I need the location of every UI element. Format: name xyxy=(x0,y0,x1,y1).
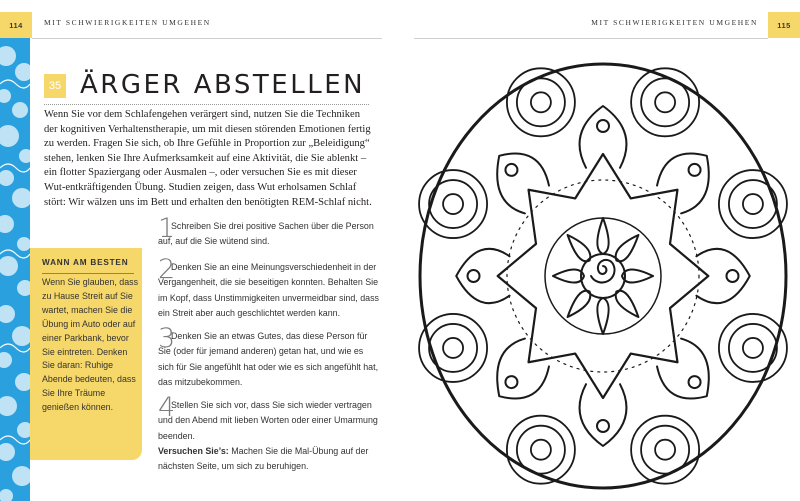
step-4 xyxy=(158,392,380,444)
tip-box-divider xyxy=(42,273,134,274)
left-header-rule xyxy=(32,38,382,39)
try-it-text: Machen Sie die Mal-Übung auf der nächsten Seite, um sich zu beruhigen. xyxy=(158,446,369,472)
title-divider xyxy=(44,104,369,105)
mandala-icon xyxy=(414,58,792,494)
tip-box-title: WANN AM BESTEN xyxy=(42,258,129,267)
right-page-number: 115 xyxy=(768,12,800,38)
step-number: 3 xyxy=(158,323,176,354)
step-text: Stellen Sie sich vor, dass Sie sich wieder vertragen und den Abend mit lieben Worten oder einer Umarmung beenden. xyxy=(158,400,378,441)
tip-box-body: Wenn Sie glauben, dass zu Hause Streit auf Sie wartet, machen Sie die Übung im Auto oder auf einer Parkbank, bevor Sie eintreten. Denken Sie daran: Ruhige Abende bedeuten, dass Sie Ihre Träume genießen können. xyxy=(42,277,139,413)
right-running-head: MIT SCHWIERIGKEITEN UMGEHEN xyxy=(591,18,758,27)
step-number: 1 xyxy=(158,213,176,244)
intro-paragraph: Wenn Sie vor dem Schlafengehen verärgert sind, nutzen Sie die Techniken der kognitiven Verhaltenstherapie, um mit diesen störenden Emotionen fertig zu werden. Fragen Sie sich, ob Ihre Gefühle in Proportion zur „Beleidigung“ stehen, lenken Sie Ihre Aufmerksamkeit auf eine Aktivität, die Sie ablenkt – ein flotter Spaziergang oder Ausmalen –, oder versuchen Sie es mit dieser Wut-entkräftigenden Übung. Studien zeigen, dass Wut erholsamen Schlaf stört: Wir wälzen uns im Bett und erhalten den benötigten REM-Schlaf nicht. xyxy=(44,109,372,208)
left-page-number: 114 xyxy=(0,12,32,38)
step-number: 4 xyxy=(158,392,176,423)
step-3 xyxy=(158,323,380,391)
page-title: ÄRGER ABSTELLEN xyxy=(80,70,366,100)
step-2 xyxy=(158,254,380,322)
step-number: 2 xyxy=(158,254,176,285)
step-text: Denken Sie an eine Meinungsverschiedenheit in der Vergangenheit, die sie beseitigen konnten. Behalten Sie im Kopf, dass Unstimmigkeiten unvermeidbar sind, dass ein Streit aber auch geschlichtet werden kann. xyxy=(158,262,379,319)
step-1 xyxy=(158,213,380,250)
tip-box xyxy=(30,248,142,460)
try-it-note xyxy=(158,444,380,475)
wave-pattern-icon xyxy=(0,38,30,501)
decorative-pattern-strip xyxy=(0,38,30,501)
right-header-rule xyxy=(414,38,768,39)
step-text: Schreiben Sie drei positive Sachen über die Person auf, auf die Sie wütend sind. xyxy=(158,221,374,247)
step-text: Denken Sie an etwas Gutes, das diese Person für Sie (oder für jemand anderen) getan hat, und wie es sich für Sie angefühlt hat oder wie es sich angefühlt hat, das mitzubekommen. xyxy=(158,331,379,388)
left-running-head: MIT SCHWIERIGKEITEN UMGEHEN xyxy=(44,18,211,27)
section-number-badge: 35 xyxy=(44,74,66,98)
try-it-label: Versuchen Sie’s: xyxy=(158,446,229,456)
